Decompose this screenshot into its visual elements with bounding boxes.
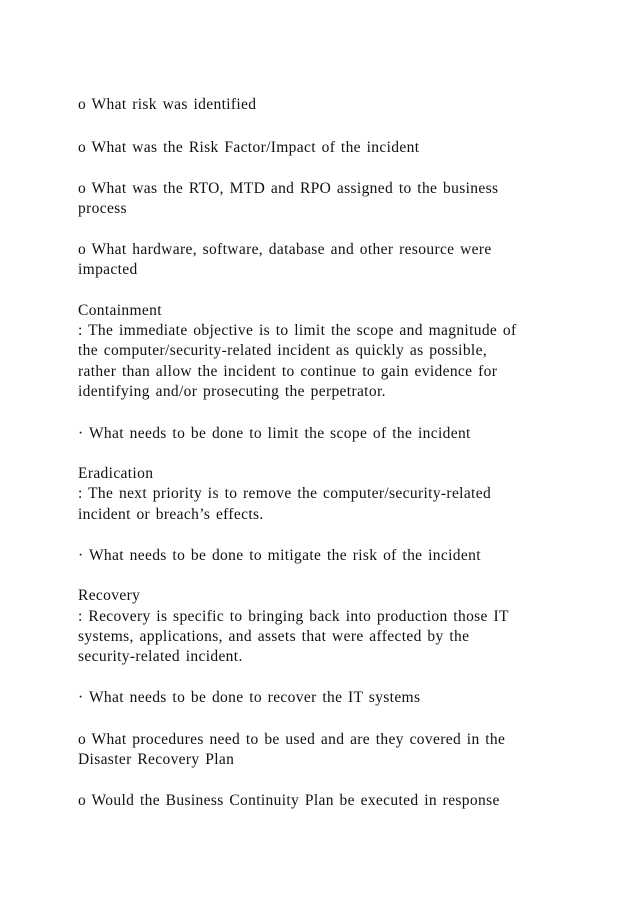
text-line: o What was the Risk Factor/Impact of the incident xyxy=(78,139,420,156)
text-line: security-related incident. xyxy=(78,648,243,665)
text-line: o Would the Business Continuity Plan be executed in response xyxy=(78,792,500,809)
text-line: o What hardware, software, database and other resource were xyxy=(78,241,492,258)
text-line: the computer/security-related incident as quickly as possible, xyxy=(78,342,488,359)
text-line: o What was the RTO, MTD and RPO assigned to the business xyxy=(78,180,499,197)
text-line: rather than allow the incident to continue to gain evidence for xyxy=(78,363,498,380)
section-heading-recovery: Recovery xyxy=(78,587,141,604)
text-line: o What risk was identified xyxy=(78,96,257,113)
text-line: Disaster Recovery Plan xyxy=(78,751,235,768)
section-heading-eradication: Eradication xyxy=(78,465,154,482)
text-line: : The next priority is to remove the computer/security-related xyxy=(78,485,492,502)
text-line: impacted xyxy=(78,261,138,278)
text-line: process xyxy=(78,200,127,217)
text-line: · What needs to be done to recover the IT systems xyxy=(78,689,421,706)
section-heading-containment: Containment xyxy=(78,302,162,319)
text-line: o What procedures need to be used and are they covered in the xyxy=(78,731,506,748)
text-line: systems, applications, and assets that were affected by the xyxy=(78,628,470,645)
text-line: · What needs to be done to mitigate the risk of the incident xyxy=(78,547,481,564)
text-line: : Recovery is specific to bringing back into production those IT xyxy=(78,608,509,625)
text-line: · What needs to be done to limit the scope of the incident xyxy=(78,425,471,442)
text-line: identifying and/or prosecuting the perpetrator. xyxy=(78,383,386,400)
text-line: : The immediate objective is to limit the scope and magnitude of xyxy=(78,322,517,339)
text-line: incident or breach’s effects. xyxy=(78,506,264,523)
